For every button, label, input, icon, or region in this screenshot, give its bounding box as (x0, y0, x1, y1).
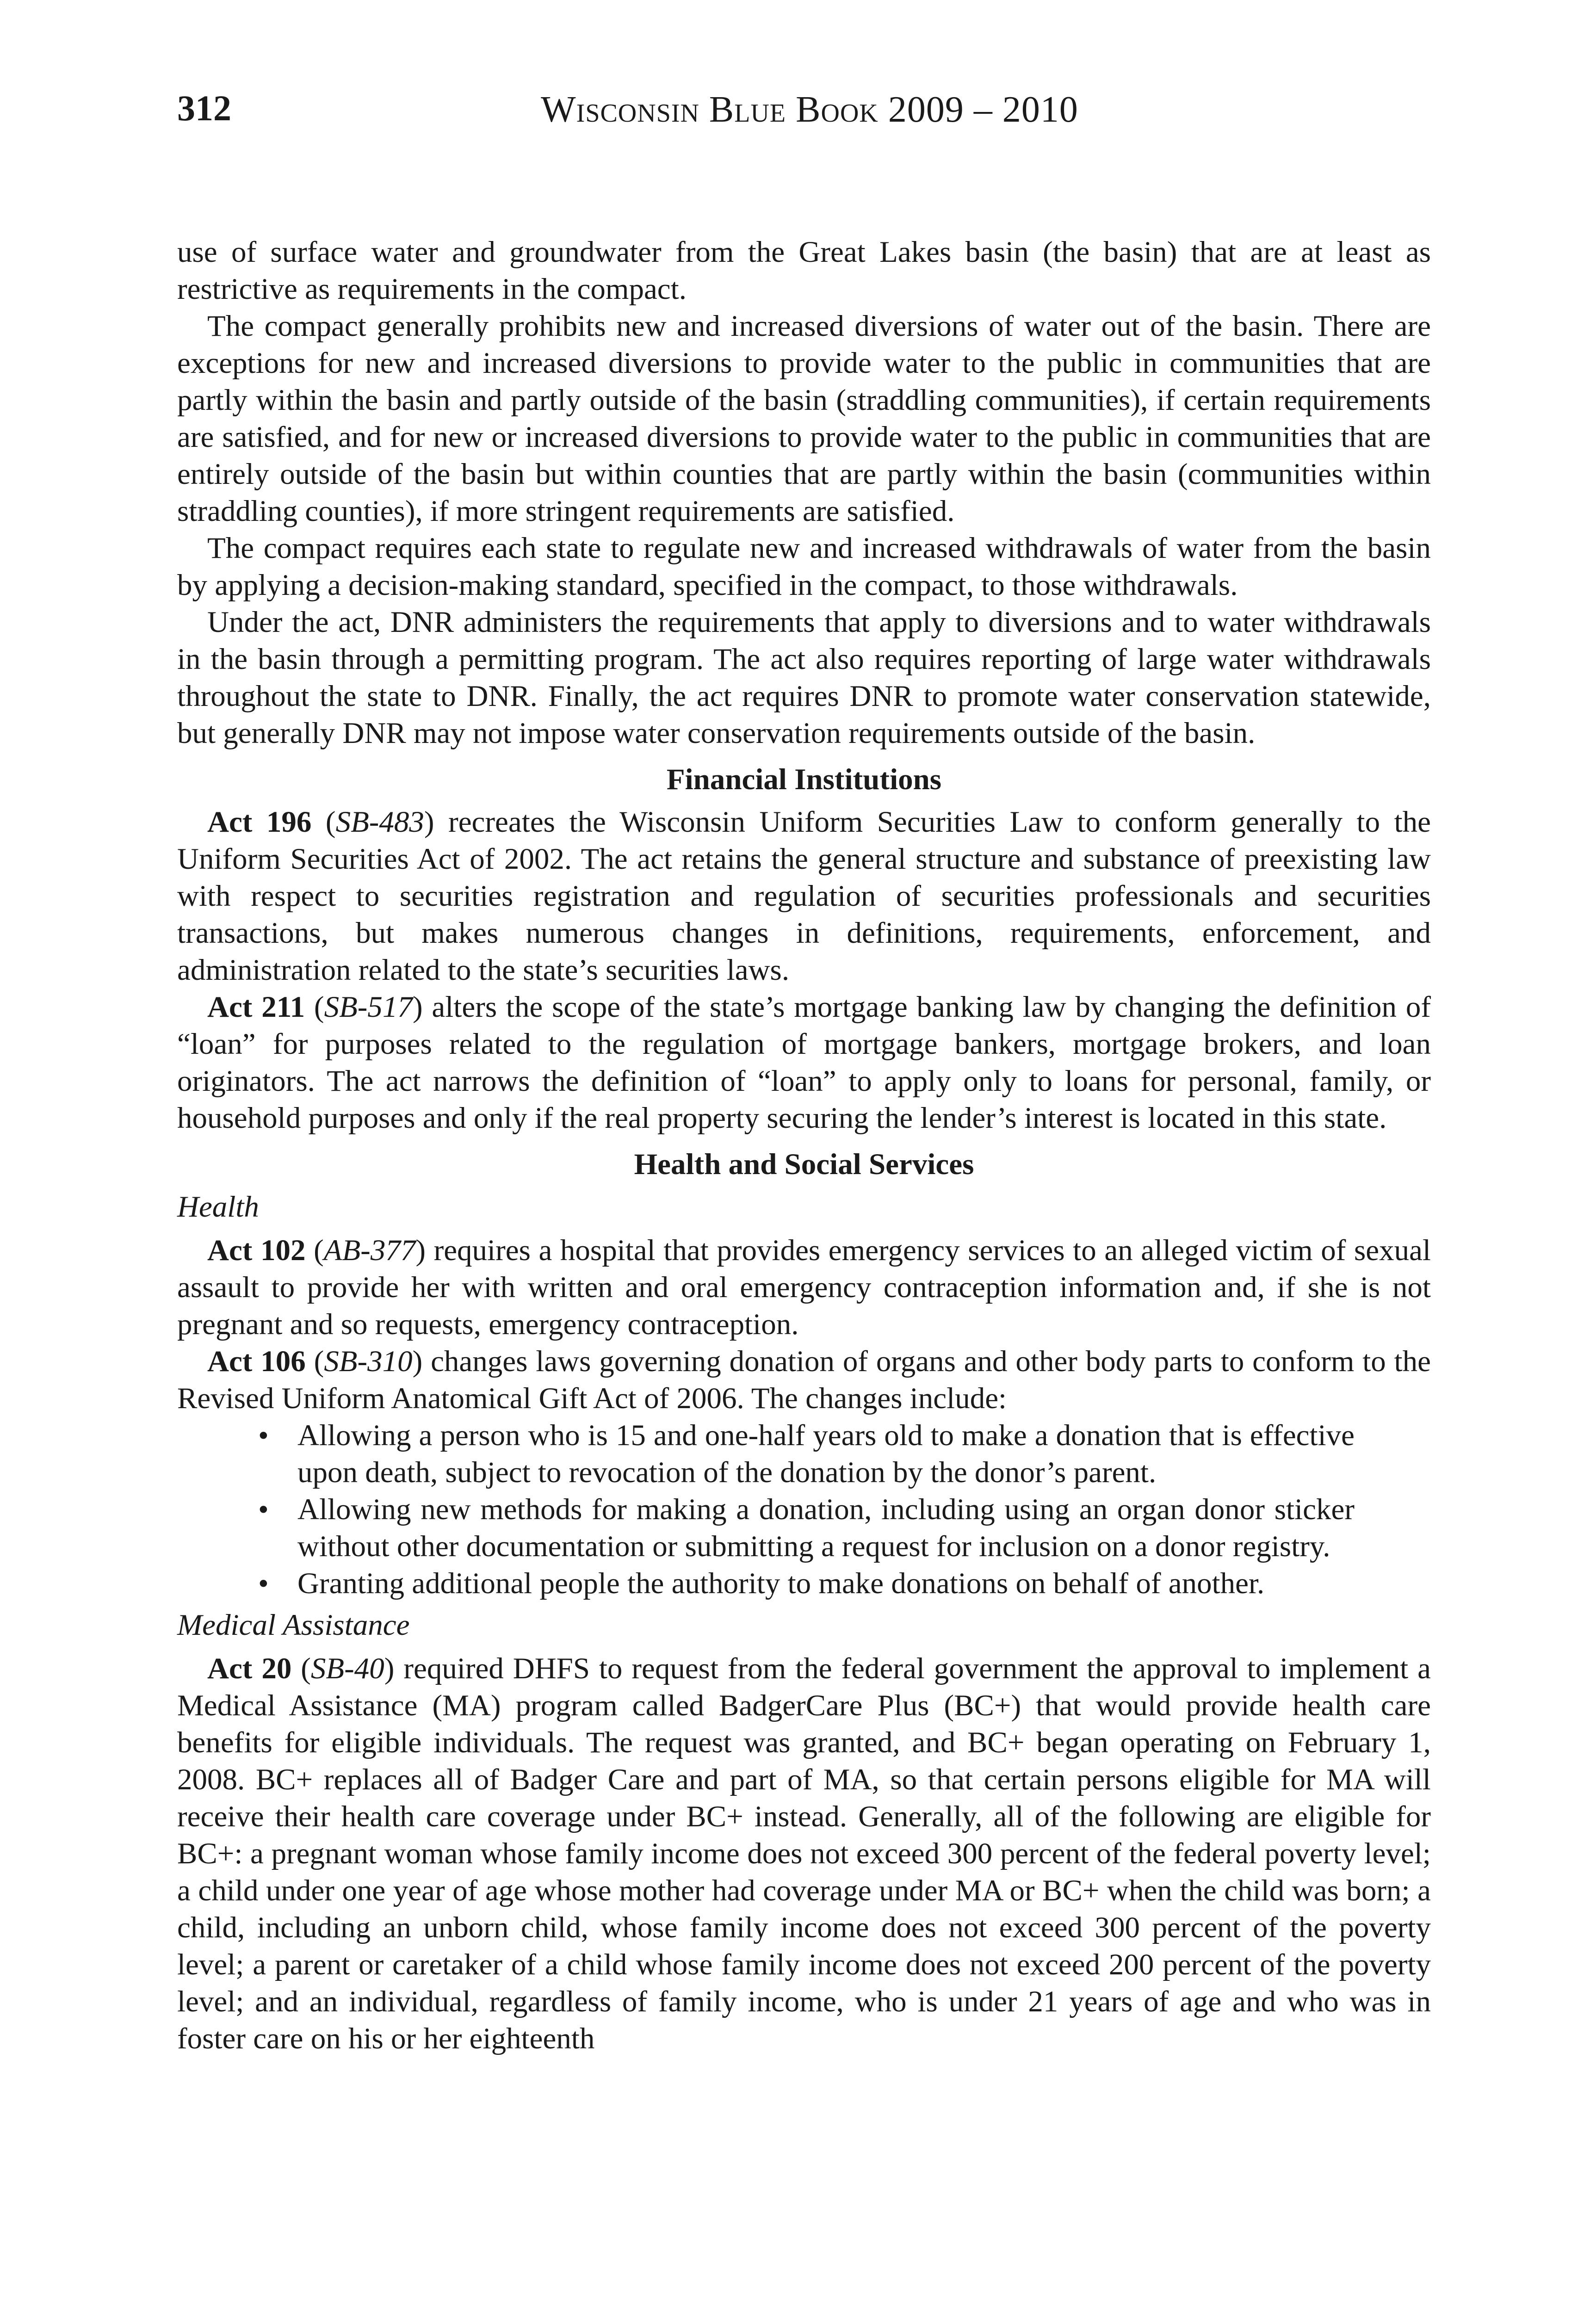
list-item (258, 1491, 1355, 1565)
act-text: recreates the Wisconsin Uniform Securities Law to conform generally to the Uniform Securities Act of 2002. The act retains the general structure and substance of preexisting law with respect to securities registration and regulation of securities professionals and securities transactions, but makes numerous changes in definitions, requirements, enforcement, and administration related to the state’s securities laws. (177, 805, 1431, 987)
bill-number: SB-517 (324, 990, 413, 1024)
paren-open: ( (311, 805, 336, 839)
list-item (258, 1565, 1355, 1602)
act-number: Act 196 (207, 805, 312, 839)
body-text (177, 234, 1431, 2057)
page-number: 312 (177, 88, 231, 128)
section-heading-financial-institutions: Financial Institutions (666, 763, 942, 796)
list-item (258, 1417, 1355, 1491)
subsection-heading-health: Health (177, 1190, 259, 1224)
act-number: Act 20 (207, 1652, 292, 1685)
paragraph-act-196 (177, 804, 1431, 989)
list-item-text: Allowing new methods for making a donation, including using an organ donor sticker without other documentation or submitting a request for inclusion on a donor registry. (297, 1493, 1355, 1563)
paren-close: ) (412, 1345, 431, 1378)
paren-close: ) (415, 1234, 434, 1267)
list-item-text: Granting additional people the authority to make donations on behalf of another. (297, 1567, 1265, 1600)
paren-open: ( (305, 990, 324, 1024)
bullet-icon: • (258, 1493, 269, 1526)
paren-close: ) (384, 1652, 404, 1685)
bill-number: SB-40 (310, 1652, 384, 1685)
paren-close: ) (412, 990, 432, 1024)
bullet-icon: • (258, 1567, 269, 1600)
paragraph-compact-continued: use of surface water and groundwater from the Great Lakes basin (the basin) that are at least as restrictive as requirements in the compact. (177, 235, 1431, 306)
bullet-icon: • (258, 1419, 269, 1452)
act-text: alters the scope of the state’s mortgage banking law by changing the definition of “loan” for purposes related to the regulation of mortgage bankers, mortgage brokers, and loan originators. The act narrows the definition of “loan” to apply only to loans for personal, family, or household purposes and only if the real property securing the lender’s interest is located in this state. (177, 990, 1431, 1135)
paren-close: ) (424, 805, 449, 839)
act-number: Act 102 (207, 1234, 306, 1267)
act-text: required DHFS to request from the federal government the approval to implement a Medical Assistance (MA) program called BadgerCare Plus (BC+) that would provide health care benefits for eligible individuals. The request was granted, and BC+ began operating on February 1, 2008. BC+ replaces all of Badger Care and part of MA, so that certain persons eligible for MA will receive their health care coverage under BC+ instead. Generally, all of the following are eligible for BC+: a pregnant woman whose family income does not exceed 300 percent of the federal poverty level; a child under one year of age whose mother had coverage under MA or BC+ when the child was born; a child, including an unborn child, whose family income does not exceed 300 percent of the poverty level; a parent or caretaker of a child whose family income does not exceed 200 percent of the poverty level; and an individual, regardless of family income, who is under 21 years of age and who was in foster care on his or her eighteenth (177, 1652, 1431, 2055)
paragraph-act-102 (177, 1232, 1431, 1343)
paren-open: ( (305, 1234, 324, 1267)
paren-open: ( (305, 1345, 324, 1378)
subsection-heading-medical-assistance: Medical Assistance (177, 1608, 410, 1642)
act-text: changes laws governing donation of organs and other body parts to conform to the Revised Uniform Anatomical Gift Act of 2006. The changes include: (177, 1345, 1431, 1415)
bill-number: SB-483 (335, 805, 424, 839)
act-text: requires a hospital that provides emergency services to an alleged victim of sexual assault to provide her with written and oral emergency contraception information and, if she is not pregnant and so requests, emergency contraception. (177, 1234, 1431, 1341)
act-number: Act 106 (207, 1345, 306, 1378)
section-heading-health-social-services: Health and Social Services (634, 1148, 974, 1181)
running-head: Wisconsin Blue Book 2009 – 2010 (541, 89, 1078, 130)
paragraph-diversions: The compact generally prohibits new and increased diversions of water out of the basin. There are exceptions for new and increased diversions to provide water to the public in communities that are partly within the basin and partly outside of the basin (straddling communities), if certain requirements are satisfied, and for new or increased diversions to provide water to the public in communities that are entirely outside of the basin but within counties that are partly within the basin (communities within straddling counties), if more stringent requirements are satisfied. (177, 309, 1431, 528)
paragraph-dnr: Under the act, DNR administers the requirements that apply to diversions and to water withdrawals in the basin through a permitting program. The act also requires reporting of large water withdrawals throughout the state to DNR. Finally, the act requires DNR to promote water conservation statewide, but generally DNR may not impose water conservation requirements outside of the basin. (177, 606, 1431, 750)
act-number: Act 211 (207, 990, 305, 1024)
list-item-text: Allowing a person who is 15 and one-half years old to make a donation that is effective upon death, subject to revocation of the donation by the donor’s parent. (297, 1419, 1355, 1489)
bullet-list-donation-changes (258, 1417, 1355, 1602)
paragraph-act-106 (177, 1343, 1431, 1417)
paragraph-withdrawals: The compact requires each state to regulate new and increased withdrawals of water from the basin by applying a decision-making standard, specified in the compact, to those withdrawals. (177, 532, 1431, 602)
paragraph-act-20 (177, 1650, 1431, 2057)
paren-open: ( (291, 1652, 311, 1685)
bill-number: AB-377 (323, 1234, 416, 1267)
paragraph-act-211 (177, 989, 1431, 1137)
bill-number: SB-310 (324, 1345, 413, 1378)
